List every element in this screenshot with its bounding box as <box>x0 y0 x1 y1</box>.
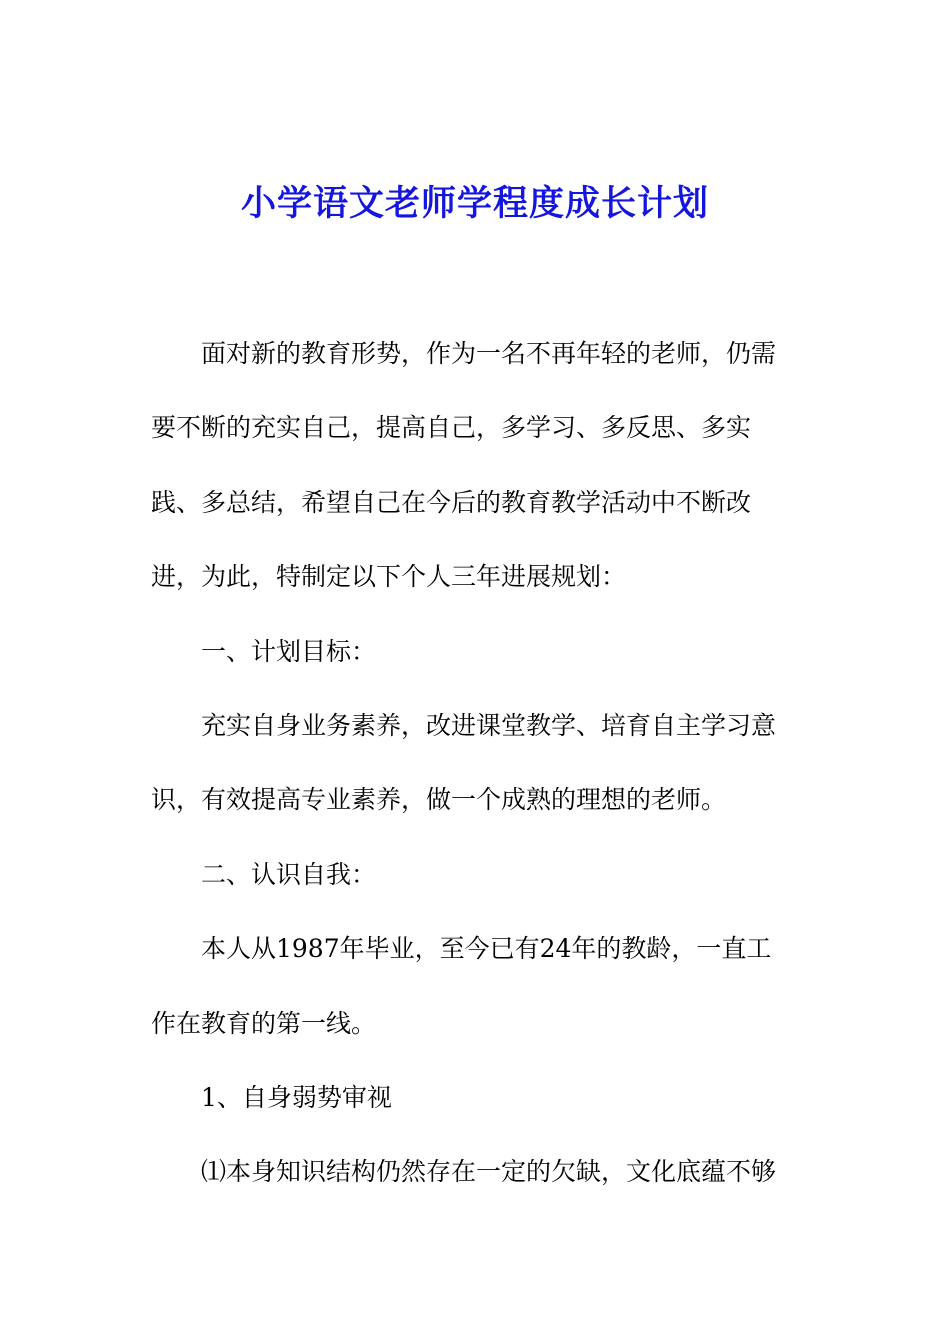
paragraph-line: 进，为此，特制定以下个人三年进展规划： <box>151 562 627 592</box>
document-title: 小学语文老师学程度成长计划 <box>240 183 709 224</box>
section-heading: 一、计划目标： <box>201 636 377 666</box>
paragraph-line: 识，有效提高专业素养，做一个成熟的理想的老师。 <box>151 785 727 815</box>
paragraph-line: 要不断的充实自己，提高自己，多学习、多反思、多实 <box>151 413 752 443</box>
section-heading: 二、认识自我： <box>201 859 377 889</box>
subsection-heading: 1、自身弱势审视 <box>201 1082 392 1112</box>
paragraph-line: 充实自身业务素养，改进课堂教学、培育自主学习意 <box>201 710 777 740</box>
paragraph-line: 面对新的教育形势，作为一名不再年轻的老师，仍需 <box>201 339 777 368</box>
paragraph-line: 践、多总结，希望自己在今后的教育教学活动中不断改 <box>151 487 752 517</box>
paragraph-line: 本人从1987年毕业，至今已有24年的教龄，一直工 <box>201 934 772 964</box>
paragraph-line: 作在教育的第一线。 <box>151 1008 377 1038</box>
paragraph-line: ⑴本身知识结构仍然存在一定的欠缺，文化底蕴不够 <box>201 1157 777 1187</box>
document-body <box>151 317 796 1210</box>
